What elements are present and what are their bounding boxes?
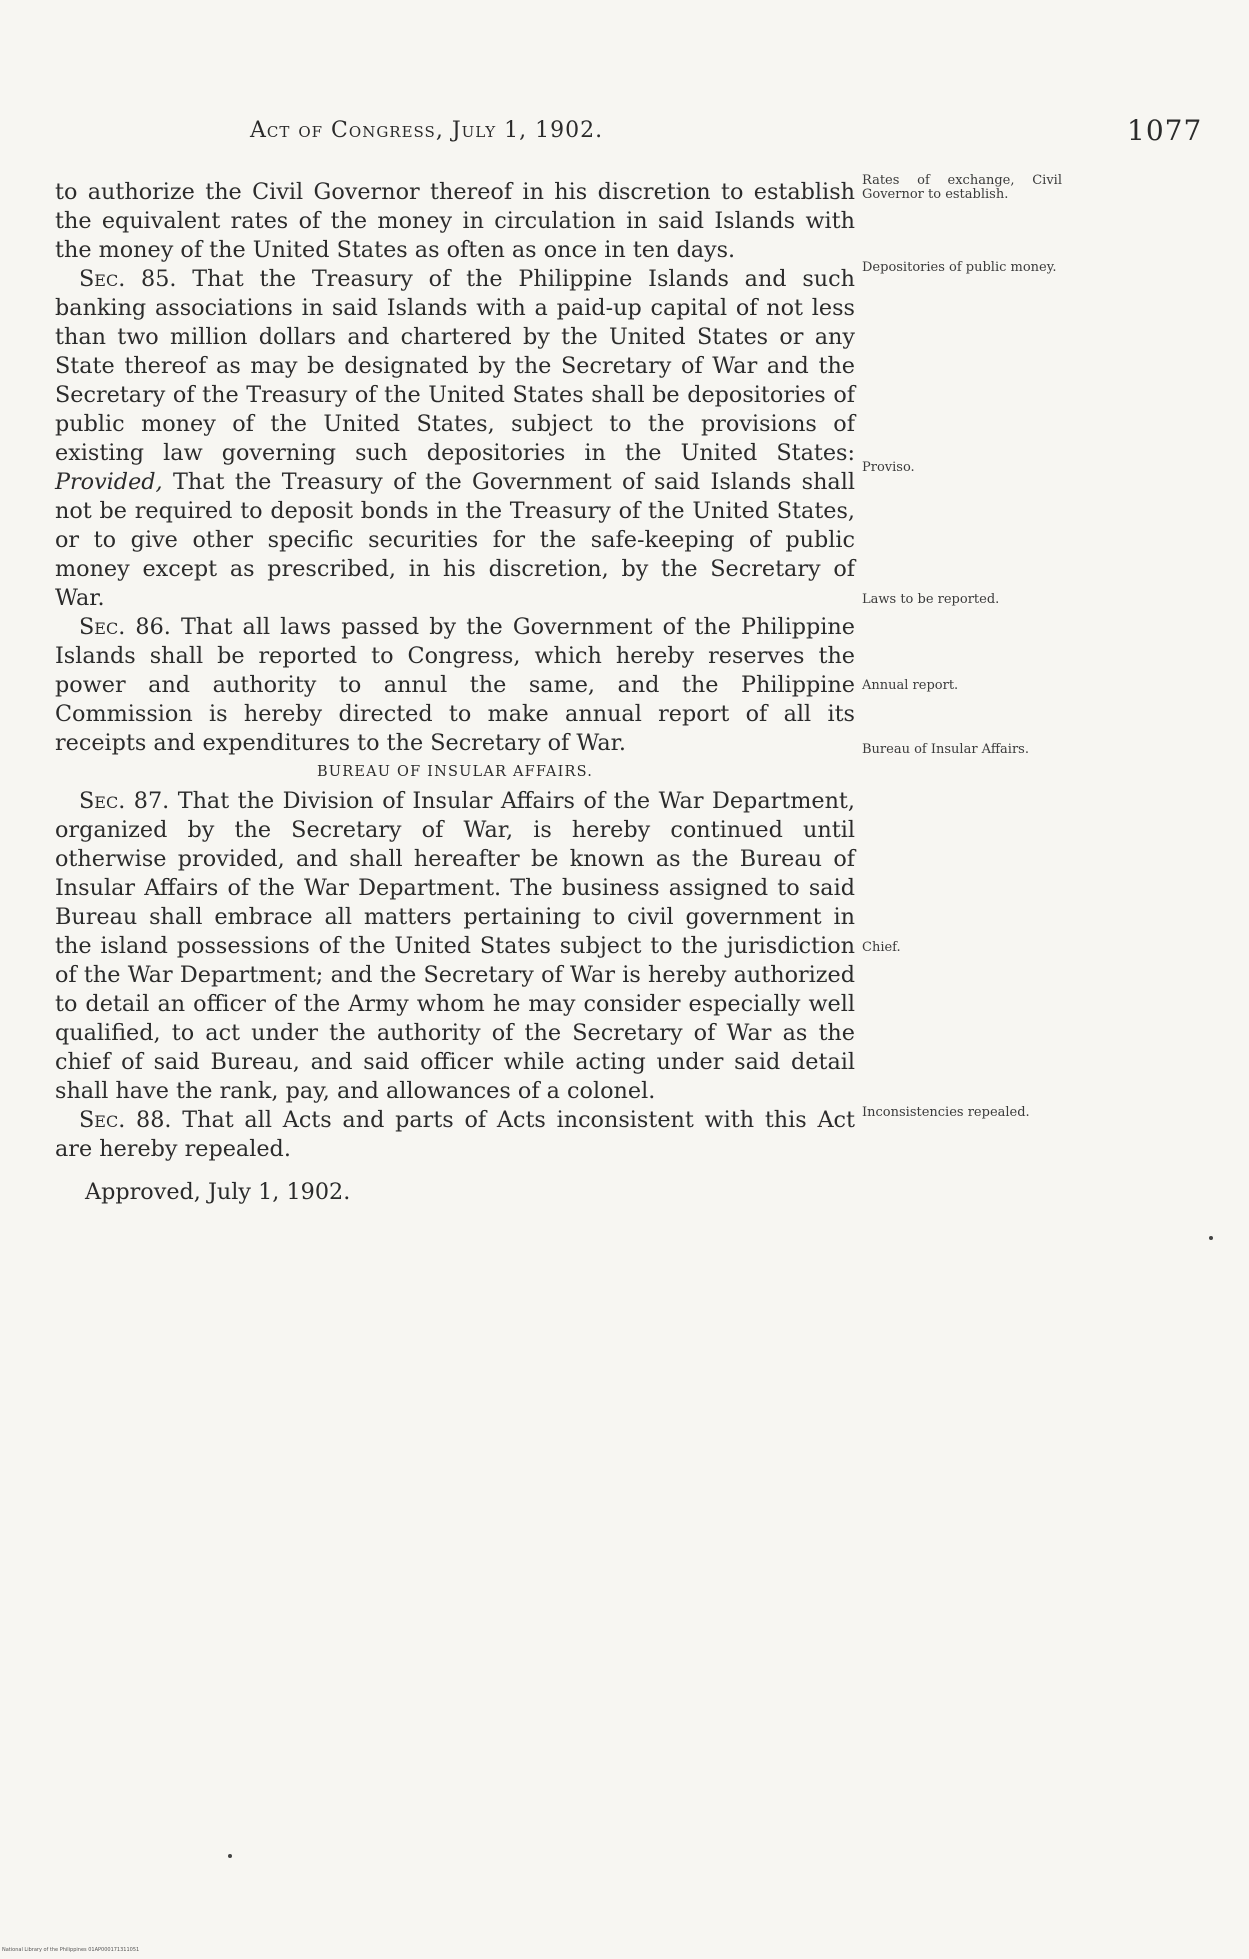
- section-87-label: Sec. 87.: [79, 788, 170, 814]
- margin-note-annual: Annual report.: [862, 678, 959, 693]
- section-87-text: That the Division of Insular Affairs of the War Department, organized by the Secretary of War, is hereby continued until otherwise provided, and shall hereafter be known as the Bureau of Insular Affairs of the War Department. The business assigned to said Bureau shall embrace all matters pertaining to civil government in the island possessions of the United States subject to the jurisdiction of the War Department; and the Secretary of War is hereby authorized to detail an officer of the Army whom he may consider especially well qualified, to act under the authority of the Secretary of War as the chief of said Bureau, and said officer while acting under said detail shall have the rank, pay, and allowances of a colonel.: [55, 788, 855, 1104]
- section-88-text: That all Acts and parts of Acts inconsistent with this Act are hereby repealed.: [55, 1107, 855, 1162]
- section-85: [55, 265, 855, 613]
- scan-credit-footer: National Library of the Philippines 01AP000171311051: [2, 1947, 140, 1953]
- section-85-text-b: That the Treasury of the Government of said Islands shall not be required to deposit bonds in the Treasury of the United States, or to give other specific securities for the safe-keeping of public money except as prescribed, in his discretion, by the Secretary of War.: [55, 469, 855, 611]
- scan-speck: [228, 1854, 232, 1858]
- main-text-column: [55, 178, 855, 1207]
- page-number: 1077: [1127, 114, 1203, 147]
- margin-note-proviso: Proviso.: [862, 460, 915, 475]
- section-86-label: Sec. 86.: [79, 614, 171, 640]
- section-85-label: Sec. 85.: [79, 266, 177, 292]
- section-88-label: Sec. 88.: [79, 1107, 172, 1133]
- paragraph-continuation: to authorize the Civil Governor thereof in his discretion to establish the equivalent rates of the money in circulation in said Islands with the money of the United States as often as once in ten days.: [55, 179, 855, 263]
- margin-note-bureau: Bureau of Insular Affairs.: [862, 742, 1029, 757]
- margin-note-depositories: Depositories of public money.: [862, 260, 1057, 275]
- section-85-text-a: That the Treasury of the Philippine Islands and such banking associations in said Islands with a paid-up capital of not less than two million dollars and chartered by the United States or any State thereof as may be designated by the Secretary of War and the Secretary of the Treasury of the United States shall be depositories of public money of the United States, subject to the provisions of existing law governing such depositories in the United States:: [55, 266, 855, 466]
- margin-note-rates: Rates of exchange, Civil Governor to establish.: [862, 173, 1062, 202]
- section-heading: BUREAU OF INSULAR AFFAIRS.: [316, 764, 594, 780]
- running-head: Act of Congress, July 1, 1902.: [250, 118, 604, 143]
- section-86-text: That all laws passed by the Government of the Philippine Islands shall be reported to Congress, which hereby reserves the power and authority to annul the same, and the Philippine Commission is hereby directed to make annual report of all its receipts and expenditures to the Secretary of War.: [55, 614, 855, 756]
- section-86: [55, 613, 855, 758]
- section-88: [55, 1106, 855, 1164]
- scan-speck: [1209, 1236, 1213, 1240]
- margin-note-inconsistencies: Inconsistencies repealed.: [862, 1105, 1030, 1120]
- section-87: [55, 787, 855, 1106]
- margin-note-chief: Chief.: [862, 940, 901, 955]
- margin-note-laws: Laws to be reported.: [862, 592, 1000, 607]
- section-85-proviso: Provided,: [55, 469, 163, 495]
- approval-line: Approved, July 1, 1902.: [85, 1179, 351, 1205]
